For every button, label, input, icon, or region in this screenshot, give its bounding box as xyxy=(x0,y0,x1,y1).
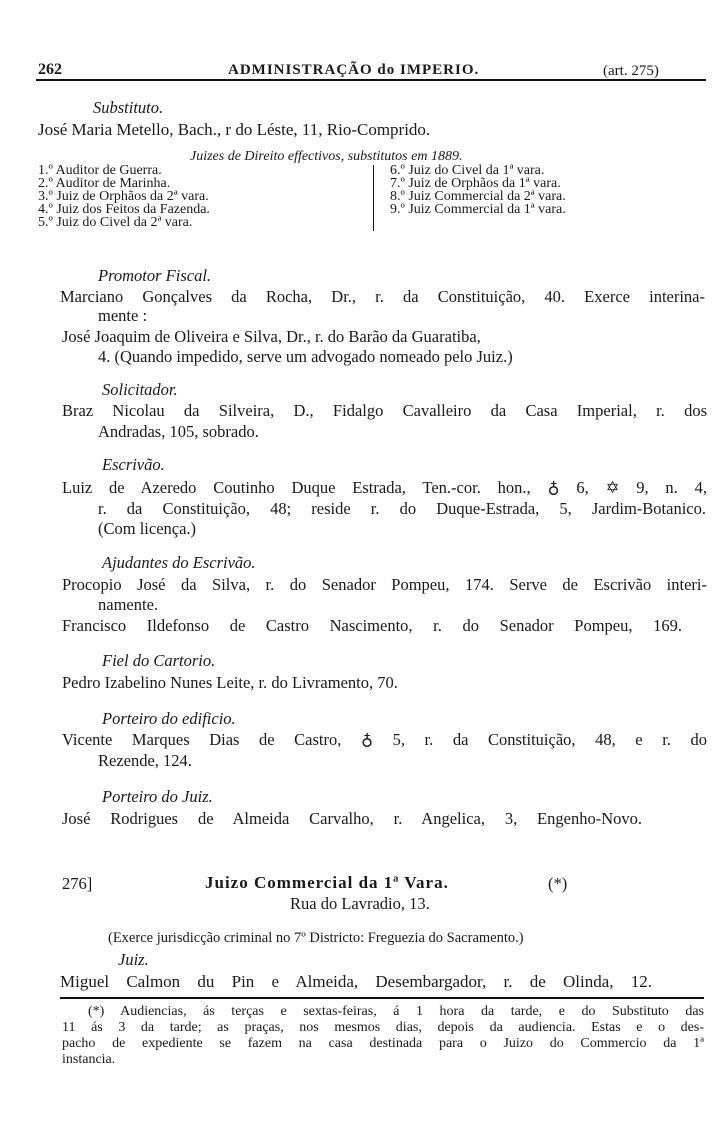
article-reference: (art. 275) xyxy=(603,63,659,79)
jurisdiction-note: (Exerce jurisdicção criminal no 7º Districto: Freguezia do Sacramento.) xyxy=(108,930,524,946)
column-divider xyxy=(373,165,374,231)
list-heading: Juizes de Direito effectivos, substitutos em 1889. xyxy=(190,149,463,164)
section-heading: Ajudantes do Escrivão. xyxy=(102,553,256,572)
section-heading: Porteiro do Juiz. xyxy=(102,787,213,806)
footnote-line: (*) Audiencias, ás terças e sextas-feiras, á 1 hora da tarde, e do Substituto das xyxy=(88,1004,704,1019)
footnote-line: 11 ás 3 da tarde; as praças, nos mesmos dias, depois da audiencia. Estas e o des- xyxy=(62,1020,704,1035)
section-heading: Solicitador. xyxy=(102,380,178,399)
entry-line: Rezende, 124. xyxy=(98,751,192,770)
list-item: 1.º Auditor de Guerra. xyxy=(38,163,162,178)
section-heading: Promotor Fiscal. xyxy=(98,266,212,285)
section-heading: Fiel do Cartorio. xyxy=(102,651,216,670)
footnote-line: instancia. xyxy=(62,1052,116,1067)
court-title: Juizo Commercial da 1ª Vara. xyxy=(205,873,449,892)
list-item: 8.º Juiz Commercial da 2ª vara. xyxy=(390,189,566,204)
footnote-rule xyxy=(60,997,704,999)
entry-line: namente. xyxy=(98,595,159,614)
footnote-mark: (*) xyxy=(548,874,568,893)
entry-line: José Rodrigues de Almeida Carvalho, r. Angelica, 3, Engenho-Novo. xyxy=(62,809,642,828)
list-item: 2.º Auditor de Marinha. xyxy=(38,176,171,191)
section-heading: Porteiro do edificio. xyxy=(102,709,236,728)
section-number: 276] xyxy=(62,874,93,893)
list-item: 7.º Juiz de Orphãos da 1ª vara. xyxy=(390,176,561,191)
list-item: 5.º Juiz do Civel da 2ª vara. xyxy=(38,215,193,230)
page-number: 262 xyxy=(38,61,62,78)
entry-line: Braz Nicolau da Silveira, D., Fidalgo Cavalleiro da Casa Imperial, r. dos xyxy=(62,401,707,420)
list-item: 9.º Juiz Commercial da 1ª vara. xyxy=(390,202,566,217)
entry-line: Marciano Gonçalves da Rocha, Dr., r. da Constituição, 40. Exerce interina- xyxy=(60,287,705,306)
entry-line: Miguel Calmon du Pin e Almeida, Desembargador, r. de Olinda, 12. xyxy=(60,972,652,991)
entry-line: 4. (Quando impedido, serve um advogado nomeado pelo Juiz.) xyxy=(98,347,513,366)
header-rule xyxy=(36,79,706,81)
section-heading: Substituto. xyxy=(93,98,164,117)
entry-line: Procopio José da Silva, r. do Senador Pompeu, 174. Serve de Escrivão interi- xyxy=(62,575,707,594)
entry: José Maria Metello, Bach., r do Léste, 11, Rio-Comprido. xyxy=(38,120,431,139)
list-item: 3.º Juiz de Orphãos da 2ª vara. xyxy=(38,189,209,204)
entry-line: Francisco Ildefonso de Castro Nascimento, r. do Senador Pompeu, 169. xyxy=(62,616,682,635)
list-item: 4.º Juiz dos Feitos da Fazenda. xyxy=(38,202,210,217)
entry-line: (Com licença.) xyxy=(98,519,197,538)
entry-line: José Joaquim de Oliveira e Silva, Dr., r. do Barão da Guaratiba, xyxy=(62,327,481,346)
entry-line: Pedro Izabelino Nunes Leite, r. do Livramento, 70. xyxy=(62,673,398,692)
list-item: 6.º Juiz do Civel da 1ª vara. xyxy=(390,163,545,178)
court-address: Rua do Lavradio, 13. xyxy=(290,894,430,913)
entry-line: r. da Constituição, 48; reside r. do Duque-Estrada, 5, Jardim-Botanico. xyxy=(98,499,706,518)
section-heading: Juiz. xyxy=(118,950,149,969)
running-title: ADMINISTRAÇÃO do IMPERIO. xyxy=(228,62,480,78)
entry-line: mente : xyxy=(98,306,148,325)
footnote-line: pacho de expediente se fazem na casa destinada para o Juizo do Commercio da 1ª xyxy=(62,1036,704,1051)
entry-line: Luiz de Azeredo Coutinho Duque Estrada, Ten.-cor. hon., ♁ 6, ✡ 9, n. 4, xyxy=(62,478,707,497)
entry-line: Vicente Marques Dias de Castro, ♁ 5, r. da Constituição, 48, e r. do xyxy=(62,730,707,749)
entry-line: Andradas, 105, sobrado. xyxy=(98,422,259,441)
section-heading: Escrivão. xyxy=(102,455,165,474)
